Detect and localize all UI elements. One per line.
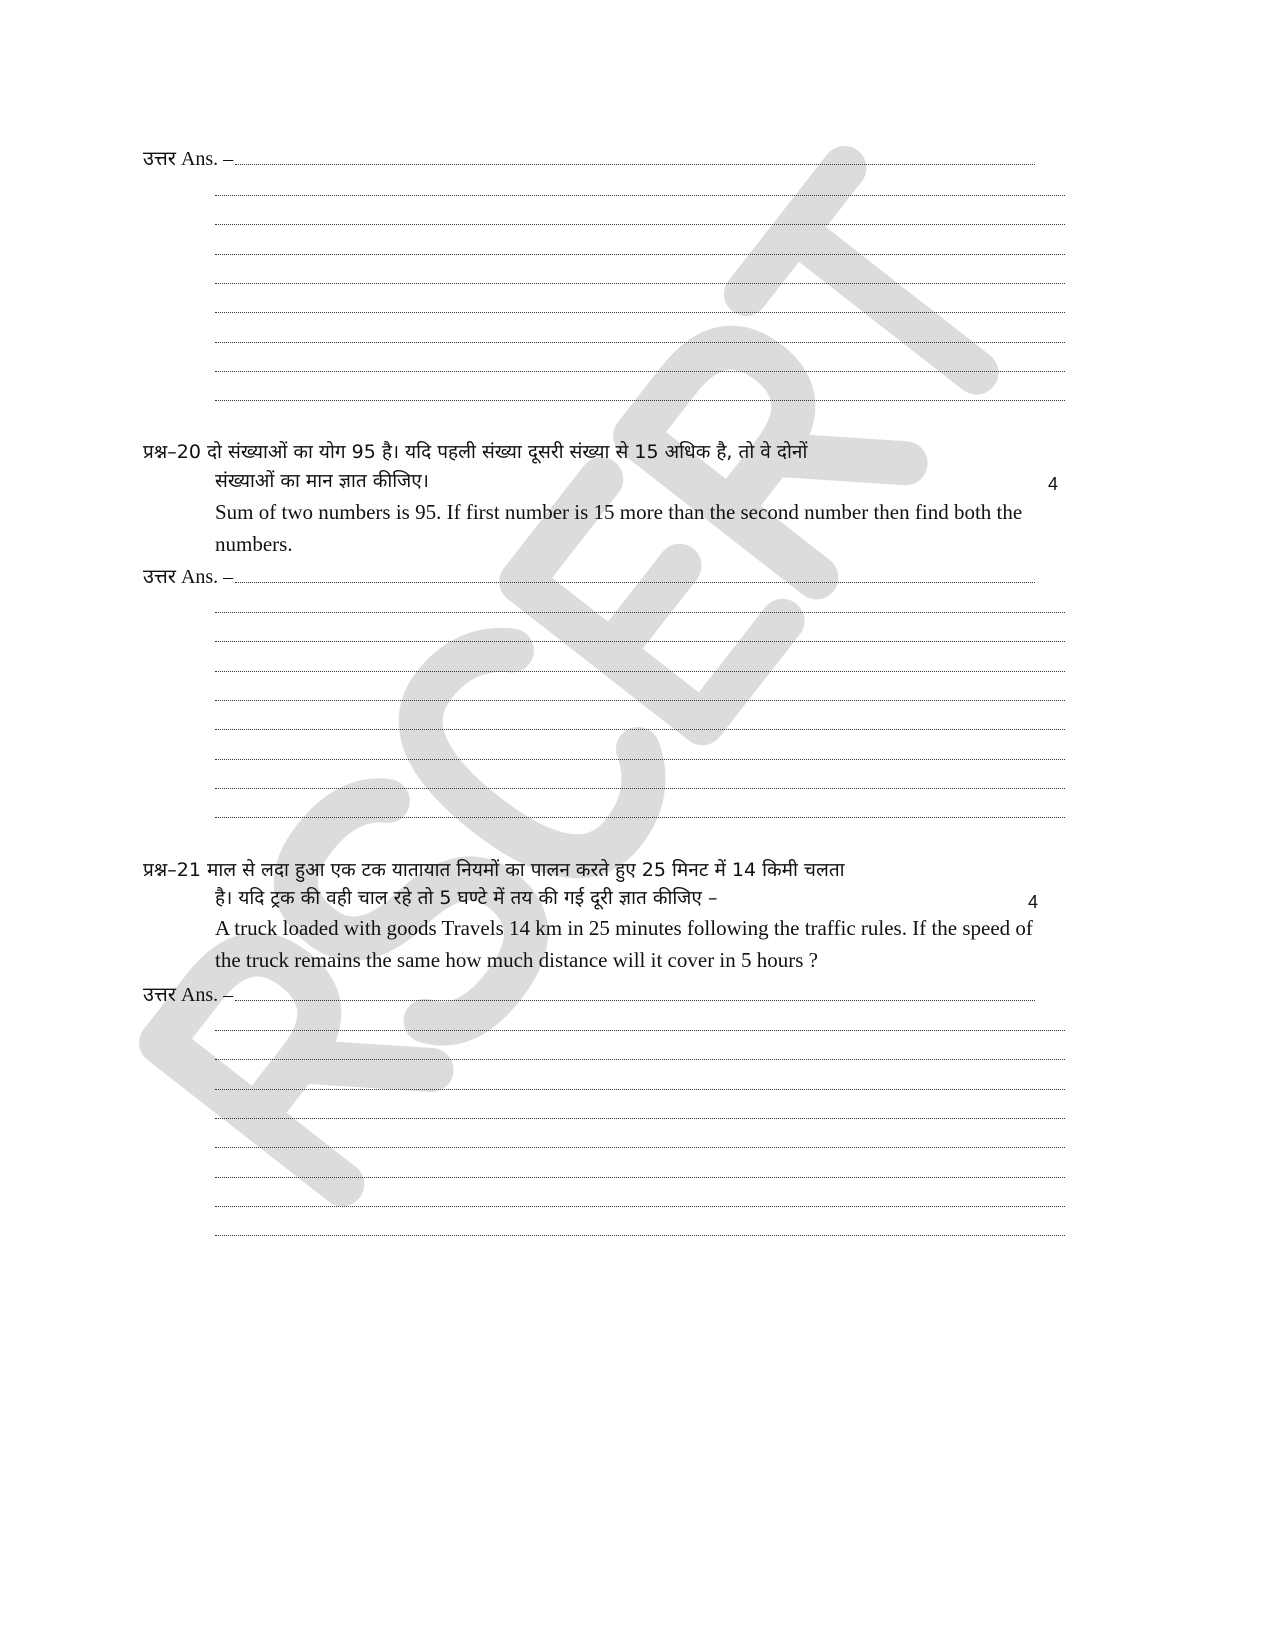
- question-21-hindi: प्रश्न–21 माल से लदा हुआ एक टक यातायात नियमों का पालन करते हुए 25 मिनट में 14 किमी चलता: [143, 859, 845, 881]
- question-21-hindi-cont: है। यदि ट्रक की वही चाल रहे तो 5 घण्टे में तय की गई दूरी ज्ञात कीजिए –: [215, 887, 718, 909]
- answer-line[interactable]: [215, 1089, 1065, 1090]
- answer-line[interactable]: [215, 641, 1065, 642]
- answer-label: उत्तर Ans. –: [143, 565, 1035, 589]
- answer-line[interactable]: [215, 759, 1065, 760]
- answer-line[interactable]: [215, 1147, 1065, 1148]
- question-20-english-cont: numbers.: [215, 532, 293, 556]
- answer-line[interactable]: [215, 312, 1065, 313]
- answer-line[interactable]: [215, 1059, 1065, 1060]
- answer-line[interactable]: [215, 342, 1065, 343]
- answer-line[interactable]: [215, 817, 1065, 818]
- answer-line[interactable]: [215, 788, 1065, 789]
- answer-line[interactable]: [215, 195, 1065, 196]
- answer-line[interactable]: [215, 254, 1065, 255]
- answer-line[interactable]: [215, 729, 1065, 730]
- answer-line[interactable]: [215, 1177, 1065, 1178]
- answer-line[interactable]: [215, 1235, 1065, 1236]
- question-21-english: A truck loaded with goods Travels 14 km in 25 minutes following the traffic rules. If the speed of: [215, 916, 1033, 940]
- answer-label: उत्तर Ans. –: [143, 147, 1035, 171]
- watermark-graphic: [157, 165, 1030, 1187]
- answer-line[interactable]: [215, 224, 1065, 225]
- question-20-hindi: प्रश्न–20 दो संख्याओं का योग 95 है। यदि पहली संख्या दूसरी संख्या से 15 अधिक है, तो वे दोनों: [143, 441, 808, 463]
- question-20-english: Sum of two numbers is 95. If first number is 15 more than the second number then find both the: [215, 500, 1023, 524]
- answer-line[interactable]: [235, 581, 1035, 583]
- question-20-hindi-cont: संख्याओं का मान ज्ञात कीजिए।: [215, 470, 429, 492]
- answer-line[interactable]: [215, 400, 1065, 401]
- answer-line[interactable]: [215, 283, 1065, 284]
- answer-line[interactable]: [215, 700, 1065, 701]
- answer-label: उत्तर Ans. –: [143, 983, 1035, 1007]
- question-21-marks: 4: [1028, 892, 1039, 912]
- answer-line[interactable]: [215, 1030, 1065, 1031]
- answer-line[interactable]: [235, 999, 1035, 1001]
- answer-line[interactable]: [235, 163, 1035, 165]
- answer-line[interactable]: [215, 612, 1065, 613]
- answer-line[interactable]: [215, 1118, 1065, 1119]
- question-20-marks: 4: [1048, 474, 1059, 494]
- question-21-english-cont: the truck remains the same how much distance will it cover in 5 hours ?: [215, 948, 819, 972]
- answer-line[interactable]: [215, 671, 1065, 672]
- answer-line[interactable]: [215, 1206, 1065, 1207]
- answer-line[interactable]: [215, 371, 1065, 372]
